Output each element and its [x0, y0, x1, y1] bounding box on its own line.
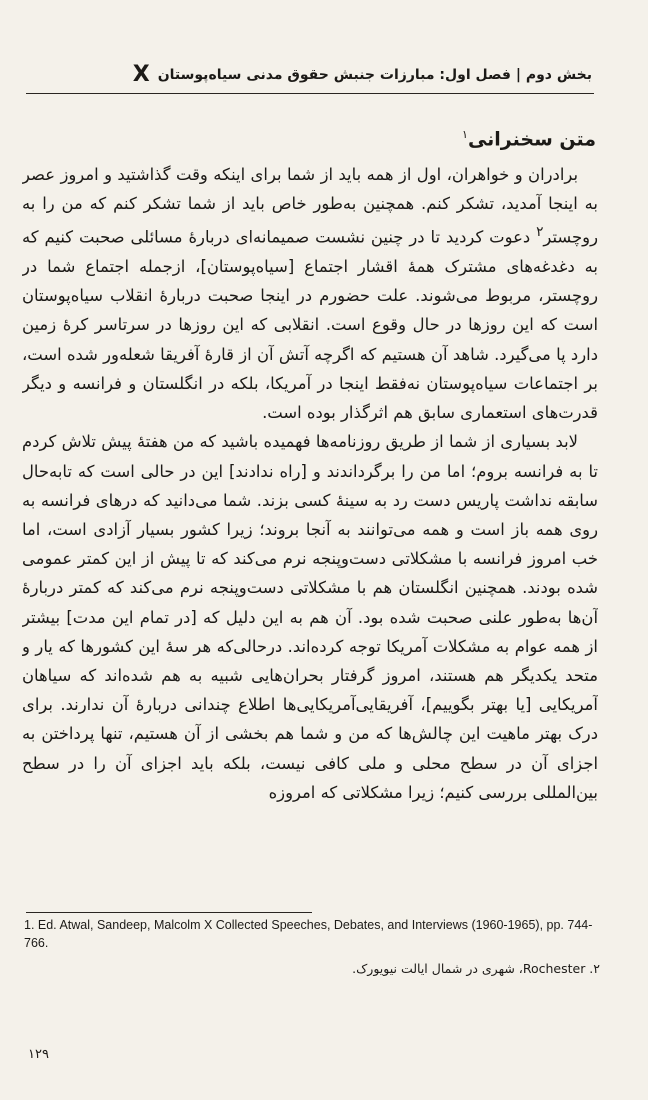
paragraph-1-part-a: برادران و خواهران، اول از همه باید از شما برای اینکه وقت گذاشتید و امروز عصر به اینجا آمدید، تشکر کنم. همچنین به‌طور خاص باید از شما تشکر کنم که من را به روچستر [22, 165, 598, 247]
running-header-text: بخش دوم | فصل اول: مبارزات جنبش حقوق مدنی سیاه‌پوستان [157, 67, 592, 83]
footnote-ref-2: ۲ [536, 224, 544, 241]
paragraph-1-part-b: دعوت کردید تا در چنین نشست صمیمانه‌ای دربارهٔ مسائلی صحبت کنیم که به دغدغه‌های مشترک همهٔ اقشار اجتماع [سیاه‌پوستان]، ازجمله اجتماع شما در روچستر، مربوط می‌شوند. علت حضورم در اینجا صحبت دربارهٔ انقلاب سیاه‌پوستان است که این روزها در حال وقوع است. انقلابی که این روزها در سرتاسر کرهٔ زمین دارد پا می‌گیرد. شاهد آن هستیم که اگرچه آتش آن از قارهٔ آفریقا شعله‌ور شده است، بر اجتماعات سیاه‌پوستان نه‌فقط اینجا در آمریکا، بلکه در انگلستان و فرانسه و دیگر قدرت‌های استعماری سابق هم اثرگذار بوده است. [22, 227, 598, 423]
running-header [28, 60, 592, 90]
header-x-mark: X [132, 62, 150, 87]
footnote-1: 1. Ed. Atwal, Sandeep, Malcolm X Collected Speeches, Debates, and Interviews (1960-1965), pp. 744-766. [24, 918, 593, 950]
page-number: ۱۲۹ [28, 1047, 49, 1062]
footnote-divider [26, 912, 312, 913]
header-divider [26, 93, 594, 94]
section-title [28, 128, 596, 150]
section-title-text: متن سخنرانی [467, 128, 596, 151]
section-footnote-ref: ۱ [462, 128, 468, 141]
body-text [22, 160, 598, 900]
footnote-2: ۲. Rochester، شهری در شمال ایالت نیویورک. [352, 961, 600, 976]
paragraph-2: لابد بسیاری از شما از طریق روزنامه‌ها فهمیده باشید که من هفتهٔ پیش تلاش کردم تا به فرانسه بروم؛ اما من را برگرداندند و [راه ندادند] این در حالی است که تابه‌حال سابقه نداشت پاریس دست رد به سینهٔ کسی بزند. شما می‌دانید که درهای فرانسه به روی همه باز است و همه می‌توانند به آنجا بروند؛ زیرا کشور بسیار آزادی است، اما خب امروز فرانسه با مشکلاتی دست‌وپنجه نرم می‌کند که تا پیش از این کمتر عمومی شده بودند. همچنین انگلستان هم با مشکلاتی دست‌وپنجه نرم می‌کند که کمتر دربارهٔ آن‌ها به‌طور علنی صحبت شده بود. آن هم به این دلیل که [در تمام این مدت] بیشتر از همه عوام به مشکلات آمریکا توجه کرده‌اند. درحالی‌که هر سهٔ این کشورها که یار و متحد یکدیگر هم هستند، امروز گرفتار بحران‌هایی شبیه به هم شده‌اند که سیاهان آمریکایی [یا بهتر بگوییم]، آفریقایی‌آمریکایی‌ها اطلاع چندانی دربارهٔ آن ندارند. برای درک بهتر ماهیت این چالش‌ها که من و شما هم بخشی از آن هستیم، تنها پرداختن به اجزای آن در سطح محلی و ملی کافی نیست، بلکه باید اجزای آن را در سطح بین‌المللی بررسی کنیم؛ زیرا مشکلاتی که امروزه [22, 432, 598, 802]
paragraph-1 [22, 160, 598, 427]
footnotes [24, 916, 600, 978]
